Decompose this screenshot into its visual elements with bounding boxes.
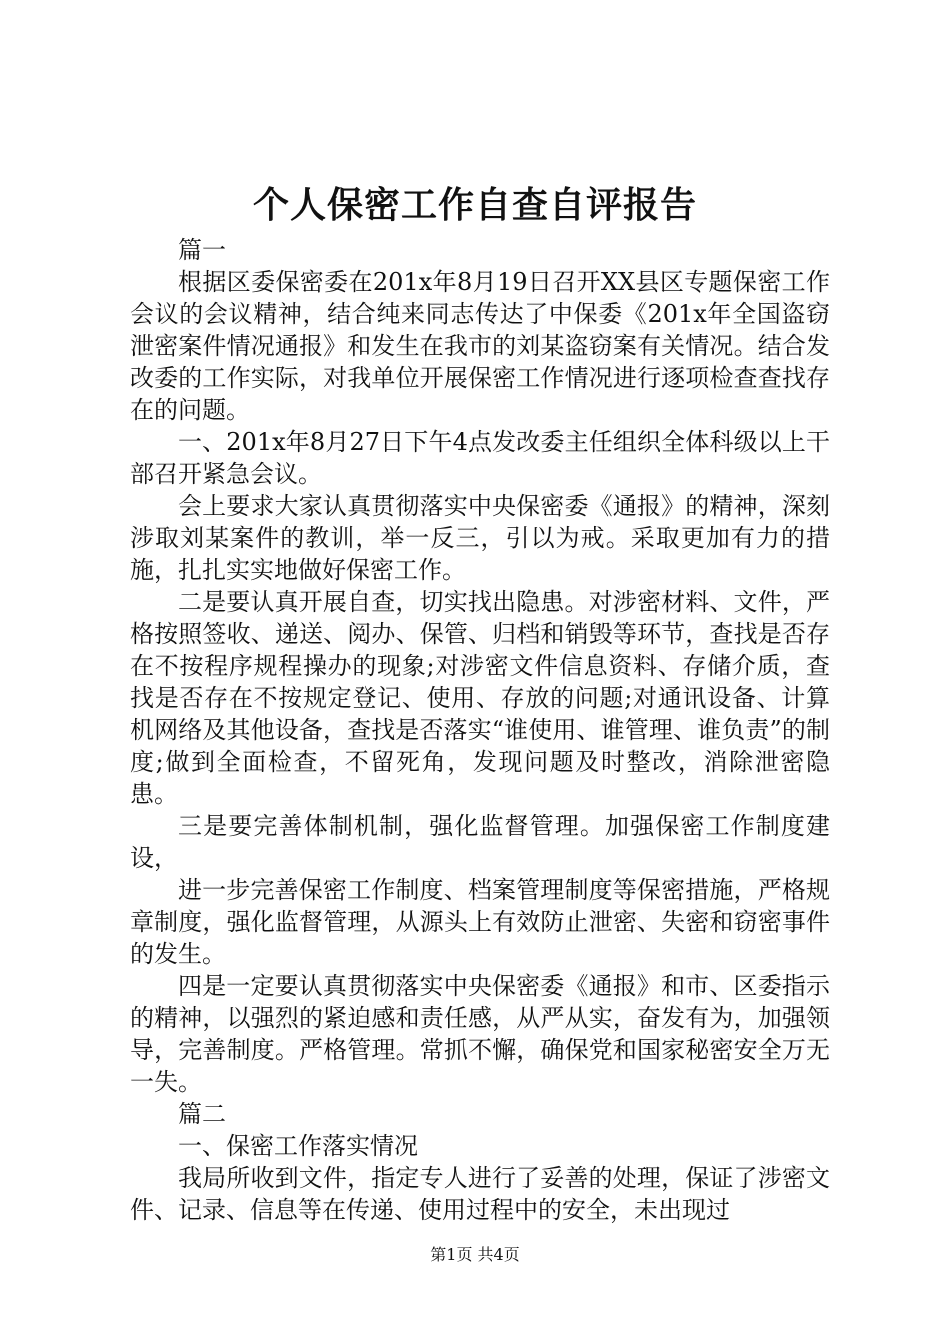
document-title: 个人保密工作自查自评报告 — [252, 184, 697, 226]
paragraph: 一、保密工作落实情况 — [178, 1132, 418, 1160]
paragraph: 根据区委保密委在201x年8月19日召开XX县区专题保密工作会议的会议精神，结合纯来同志传达了中保委《201x年全国盗窃泄密案件情况通报》和发生在我市的刘某盗窃案有关情况。结合发改委的工作实际，对我单位开展保密工作情况进行逐项检查查找存在的问题。 — [130, 268, 830, 424]
paragraph: 进一步完善保密工作制度、档案管理制度等保密措施，严格规章制度，强化监督管理，从源头上有效防止泄密、失密和窃密事件的发生。 — [130, 876, 830, 968]
paragraph: 二是要认真开展自查，切实找出隐患。对涉密材料、文件，严格按照签收、递送、阅办、保管、归档和销毁等环节，查找是否存在不按程序规程操办的现象;对涉密文件信息资料、存储介质，查找是否存在不按规定登记、使用、存放的问题;对通讯设备、计算机网络及其他设备，查找是否落实“谁使用、谁管理、谁负责”的制度;做到全面检查，不留死角，发现问题及时整改，消除泄密隐患。 — [130, 588, 830, 808]
paragraph: 三是要完善体制机制，强化监督管理。加强保密工作制度建设， — [130, 812, 830, 872]
paragraph: 四是一定要认真贯彻落实中央保密委《通报》和市、区委指示的精神，以强烈的紧迫感和责任感，从严从实，奋发有为，加强领导，完善制度。严格管理。常抓不懈，确保党和国家秘密安全万无一失。 — [130, 972, 830, 1096]
paragraph: 篇二 — [178, 1100, 226, 1128]
paragraph: 我局所收到文件，指定专人进行了妥善的处理，保证了涉密文件、记录、信息等在传递、使用过程中的安全，未出现过 — [130, 1164, 830, 1224]
document-body — [130, 234, 830, 1226]
paragraph: 篇一 — [178, 236, 226, 264]
page-footer: 第1页 共4页 — [430, 1245, 520, 1264]
paragraph: 会上要求大家认真贯彻落实中央保密委《通报》的精神，深刻涉取刘某案件的教训，举一反三，引以为戒。采取更加有力的措施，扎扎实实地做好保密工作。 — [130, 492, 830, 584]
paragraph: 一、201x年8月27日下午4点发改委主任组织全体科级以上干部召开紧急会议。 — [130, 428, 830, 488]
